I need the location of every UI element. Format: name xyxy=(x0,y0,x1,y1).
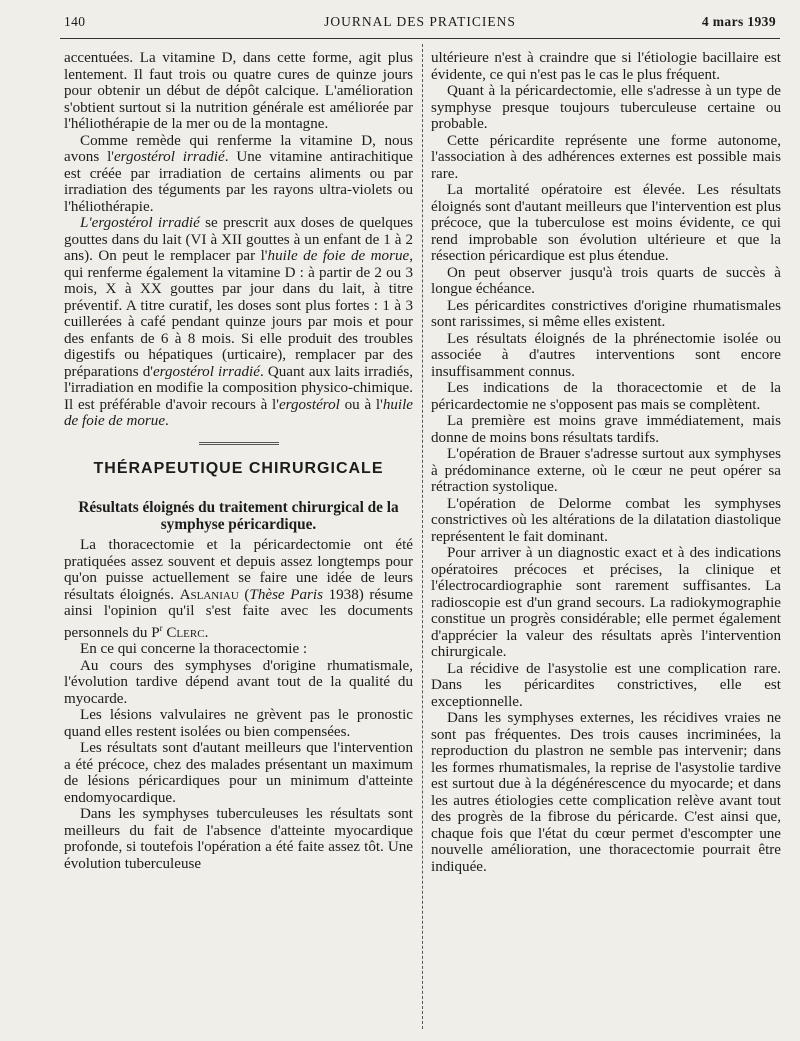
paragraph: Cette péricardite représente une forme autonome, l'association à des adhérences externes est possible mais rare. xyxy=(431,132,781,182)
paragraph: La thoracectomie et la péricardectomie ont été pratiquées assez souvent et depuis assez longtemps pour qu'on puisse actuellement se faire une idée de leurs résultats éloignés. Aslaniau (Thèse Paris 1938) résume ainsi l'opinion qu'il s'est faite avec les documents personnels du $P^r$ Clerc. xyxy=(64,537,413,641)
paragraph: La première est moins grave immédiatement, mais donne de moins bons résultats tardifs. xyxy=(431,413,781,446)
issue-date: 4 mars 1939 xyxy=(701,14,776,29)
author-name: Aslaniau xyxy=(179,586,239,603)
left-column xyxy=(64,50,413,872)
paragraph: L'opération de Brauer s'adresse surtout aux symphyses à prédominance externe, où le cœur ne peut opérer sa rétraction systolique. xyxy=(431,446,781,495)
column-divider xyxy=(422,44,423,1029)
paragraph: accentuées. La vitamine D, dans cette forme, agit plus lentement. Il faut trois ou quatre cures de quinze jours pour obtenir un début de dépôt calcique. L'amélioration s'obtient surtout si la nutrition générale est améliorée par l'héliothérapie de la mer ou de la montagne. xyxy=(64,50,413,132)
page-number: 140 xyxy=(64,14,86,29)
paragraph: ultérieure n'est à craindre que si l'étiologie bacillaire est évidente, ce qui n'est pas le cas le plus fréquent. xyxy=(431,50,781,83)
paragraph: L'ergostérol irradié se prescrit aux doses de quelques gouttes dans du lait (VI à XII gouttes à un enfant de 1 à 2 ans). On peut le remplacer par l'huile de foie de morue, qui renferme également la vitamine D : à partir de 2 ou 3 mois, X à XX gouttes par jour dans du lait, à titre préventif. A titre curatif, les doses sont plus fortes : 1 à 3 cuillerées à café pendant quinze jours par mois et pour des enfants de 6 à 8 mois. Si elle produit des troubles digestifs ou hépatiques (urticaire), remplacer par des préparations d'ergostérol irradié. Quant aux laits irradiés, l'irradiation en modifie la composition physico-chimique. Il est préférable d'avoir recours à l'ergostérol ou à l'huile de foie de morue. xyxy=(64,215,414,429)
paragraph: Les résultats sont d'autant meilleurs que l'intervention a été précoce, chez des malades présentant un maximum de lésions péricardiques pour un minimum d'atteinte endomyocardique. xyxy=(64,740,413,806)
paragraph: Les péricardites constrictives d'origine rhumatismales sont rarissimes, si même elles existent. xyxy=(431,297,781,330)
paragraph: Quant à la péricardectomie, elle s'adresse à un type de symphyse presque toujours tuberculeuse certaine ou probable. xyxy=(431,83,781,132)
paragraph: On peut observer jusqu'à trois quarts de succès à longue échéance. xyxy=(431,264,781,297)
journal-title: JOURNAL DES PRATICIENS xyxy=(324,14,516,29)
paragraph: Les lésions valvulaires ne grèvent pas le pronostic quand elles restent isolées ou bien compensées. xyxy=(64,707,413,740)
paragraph: Dans les symphyses tuberculeuses les résultats sont meilleurs du fait de l'absence d'atteinte myocardique profonde, si toutefois l'opération a été faite assez tôt. Une évolution tuberculeuse xyxy=(64,806,413,872)
paragraph: L'opération de Delorme combat les symphyses constrictives où les altérations de la dilatation diastolique représentent le fait dominant. xyxy=(431,495,781,545)
paragraph: En ce qui concerne la thoracectomie : xyxy=(80,641,308,658)
article-title: Résultats éloignés du traitement chirurgical de la symphyse péricardique. xyxy=(78,499,399,533)
paragraph: Dans les symphyses externes, les récidives vraies ne sont pas fréquentes. Des trois causes incriminées, la reproduction du plastron ne semble pas intervenir; dans les formes rhumatismales, la reprise de l'asystolie tardive est surtout due à la dégénérescence du myocarde; et dans les autres étiologies cette complication relève avant tout des progrès de la fibrose du péricarde. C'est ainsi que, chaque fois que l'état du cœur permet d'escompter une nouvelle amélioration, une thoracectomie pourrait être indiquée. xyxy=(431,710,781,875)
paragraph: Pour arriver à un diagnostic exact et à des indications opératoires précoces et précises, la clinique et l'électrocardiographie sont rarement suffisantes. La radioscopie est d'un grand secours. La radiokymographie constitue un progrès considérable; elle permet également d'apprécier la valeur des résultats après l'intervention chirurgicale. xyxy=(431,545,781,660)
right-column xyxy=(431,50,781,875)
paragraph: La mortalité opératoire est élevée. Les résultats éloignés sont d'autant meilleurs que l'intervention est plus précoce, que la tuberculose est moins évidente, ce qui rend improbable son évolution ultérieure et que la résection péricardique est plus étendue. xyxy=(431,182,781,264)
paragraph: Au cours des symphyses d'origine rhumatismale, l'évolution tardive dépend avant tout de la qualité du myocarde. xyxy=(64,657,413,707)
paragraph: La récidive de l'asystolie est une complication rare. Dans les péricardites constrictives, elle est exceptionnelle. xyxy=(431,660,781,710)
paragraph: Comme remède qui renferme la vitamine D, nous avons l'ergostérol irradié. Une vitamine antirachitique est créée par irradiation de certains aliments ou par irradiation des téguments par les rayons ultra-violets ou l'héliothérapie. xyxy=(64,132,413,215)
paragraph: Les résultats éloignés de la phrénectomie isolée ou associée à d'autres interventions sont encore insuffisamment connus. xyxy=(431,330,781,380)
section-separator xyxy=(199,442,279,445)
section-title: THÉRAPEUTIQUE CHIRURGICALE xyxy=(93,459,384,477)
header-rule xyxy=(60,38,780,39)
paragraph: Les indications de la thoracectomie et de la péricardectomie ne s'opposent pas mais se complètent. xyxy=(431,380,781,413)
